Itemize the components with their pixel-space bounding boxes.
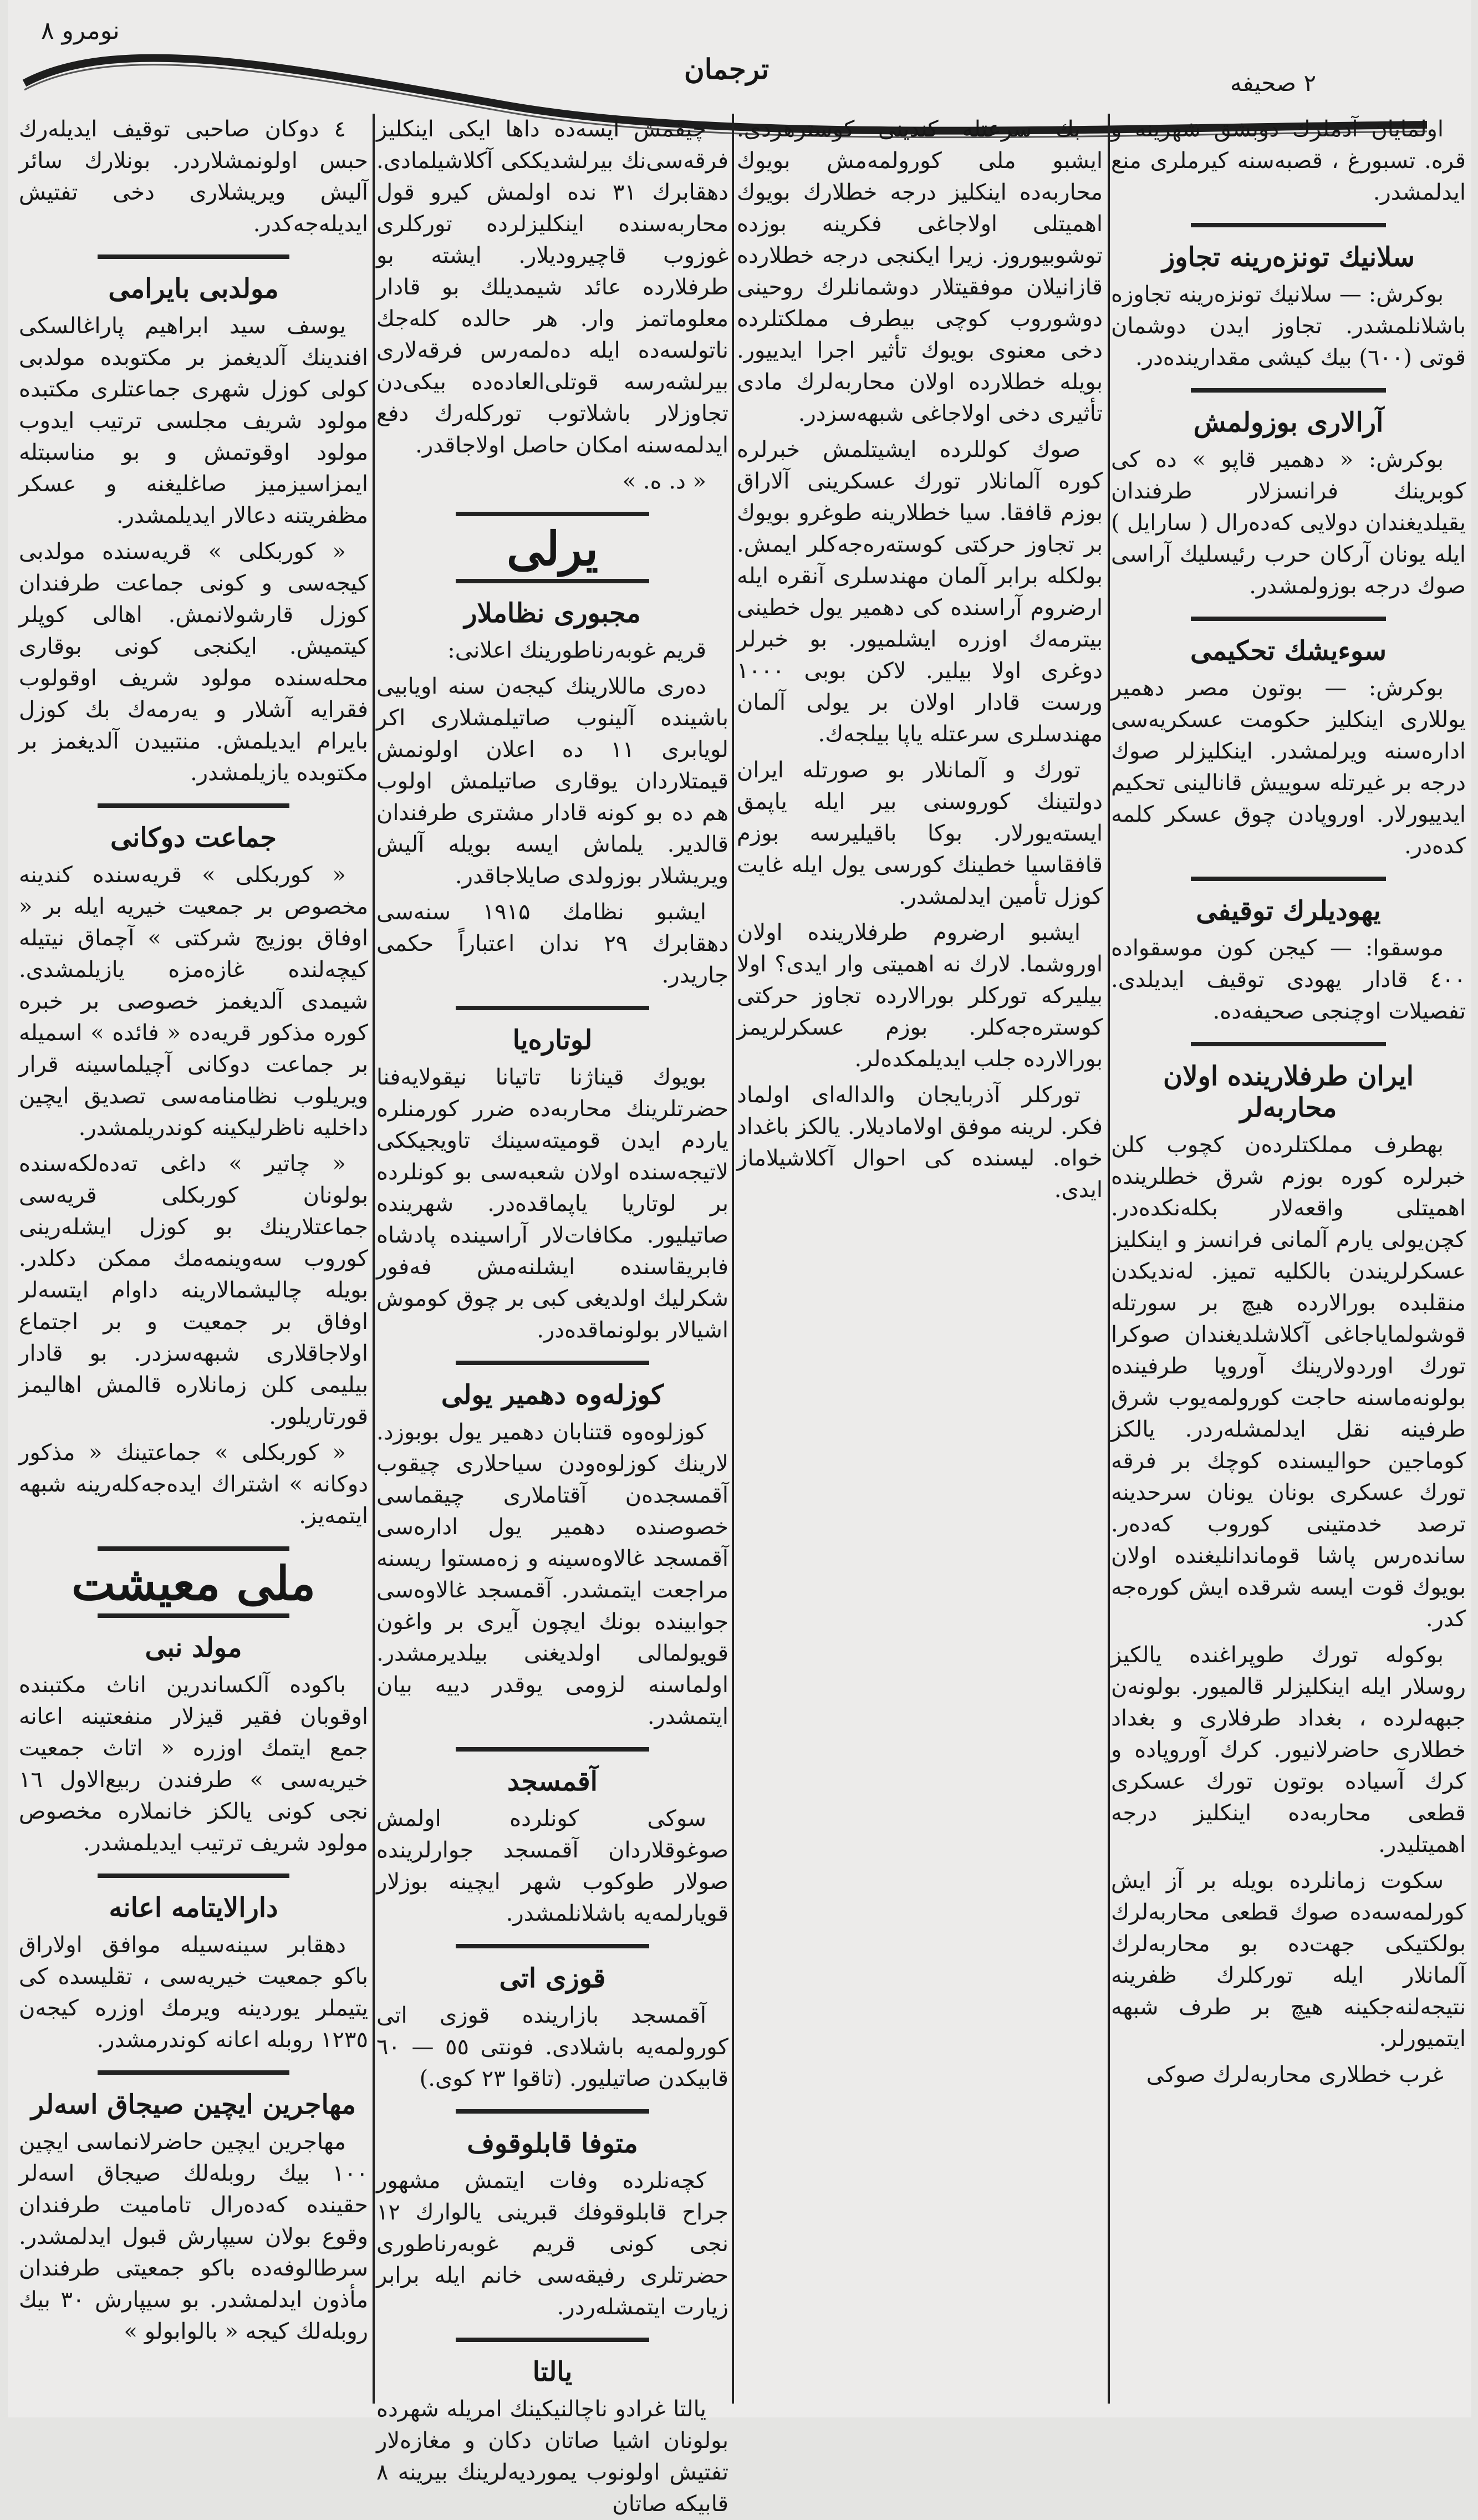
article bbox=[1111, 388, 1466, 602]
article-paragraph: چیقمش ایسه‌ده داها ایکی اینکلیز فرقه‌سی‌نك بیرلشدیککی آکلاشیلمادی. دهقابرك ۳۱ نده اولمش کیرو قول محاربه‌سنده اینکلیزلرده تورکلری غوزوب قاچیرودیلار. ایشته بو طرفلارده عائد شیمدیلك بو قادار معلوماتمز وار. هر حالده کله‌جك ناتولسه‌ده ایله ده‌لمه‌رس فرقه‌لاری بیرلشه‌رسه قوتلی‌العاده‌ده بیکی‌دن تجاوزلار باشلاتوب تورکله‌رك دفع ایدلمه‌سنه امکان حاصل اولاجاقدر. bbox=[376, 116, 728, 458]
section-separator bbox=[456, 579, 649, 583]
article-heading: آقمسجد bbox=[507, 1766, 598, 1797]
article bbox=[1111, 1042, 1466, 2091]
article-heading: آرالاری بوزولمش bbox=[1193, 407, 1384, 438]
article-paragraph: یوسف سید ابراهیم پاراغالسکی افندینك آلدیغمز بر مکتوبده مولدبی کولی کوزل شهری جماعتلری مکتبده مولود شریف مجلسی ترتیب ایدوب مولود اوقوتمش و بو مناسبتله‌ ایمزاسیزمیز صاغلیغنه و عسکر مظفریتنه دعالار ایدیلمشدر. bbox=[19, 313, 368, 528]
page-number: ۲ صحیفه bbox=[1230, 69, 1316, 96]
section-separator bbox=[98, 1546, 290, 1551]
article bbox=[1111, 877, 1466, 1027]
section-separator bbox=[98, 1874, 290, 1878]
article-paragraph: بهطرف مملکتلرده‌ن کچوب کلن خبرلره کوره بوزم شرق خطلرینده اهمیتلی واقعه‌لار بکله‌نکده‌در. کچن‌یولی یارم آلمانی فرانسز و اینکلیز عسکرلریندن بالکلیه تمیز. له‌ندیکدن منقلبده بورالارده هیچ بر سورتله قوشولمایاجاغی آکلاشلدیغندان صوکرا تورك اوردولارینك آوروپا طرفینده بولونه‌ماسنه حاجت کورولمه‌یوب شرق طرفینه نقل ایدلمشله‌ردر. یالکز کوماجین حوالیسنده کوچك بر فرقه تورك عسکری بونان یونان سرحدینه ترصد خدمتینی کوروب که‌ده‌ر. سانده‌رس پاشا قوماندانلیغنده اولان بویوك قوت ایسه شرقده ایش کوره‌جه کدر. bbox=[1111, 1132, 1466, 1632]
article bbox=[19, 1613, 368, 1859]
section-separator bbox=[1191, 1042, 1386, 1046]
article-paragraph: دهقابر سینه‌سیله موافق اولاراق باکو جمعیت خیریه‌سی ، تقلیسده کی یتیملر یوردینه ویرمك اوزره کیجه‌ن ١٢٣٥ روبله اعانه کوندرمشدر. bbox=[19, 1932, 368, 2053]
article-heading: کوزله‌وه دهمیر یولی bbox=[441, 1379, 664, 1411]
column-divider bbox=[732, 114, 734, 2404]
article-heading: سلانیك تونزه‌رینه تجاوز bbox=[1162, 242, 1415, 273]
article-paragraph: ایشبو ارضروم طرفلارینده اولان اوروشما. لارك نه اهمیتی وار ایدی؟ اولا بیلیرکه تورکلر بورالارده تجاوز حرکتی کوستره‌جه‌کلر. بوزم عسکرلریمز بورالارده جلب ایدیلمکده‌لر. bbox=[737, 920, 1103, 1072]
column-4 bbox=[19, 114, 368, 2404]
section-separator bbox=[456, 2338, 649, 2342]
article-paragraph: « د. ه. » bbox=[622, 469, 706, 494]
article bbox=[1111, 223, 1466, 374]
article bbox=[1111, 617, 1466, 862]
article-paragraph: بوکرش: — بوتون مصر دهمیر یوللاری اینکلیز حکومت عسکریه‌سی اداره‌سنه ویرلمشدر. اینکلیزلر صوك درجه بر غیرتله سوییش قانالینی تحکیم ایدییورلار. اوروپادن چوق عسکر کلمه کده‌در. bbox=[1111, 675, 1466, 859]
article-paragraph: قریم غوبه‌رناطورینك اعلانی: bbox=[447, 638, 706, 663]
article-paragraph: بوکرش: — سلانیك تونزه‌رینه تجاوزه باشلانلمشدر. تجاوز ایدن دوشمان قوتی (٦٠٠) بیك کیشی مقدارینده‌در. bbox=[1111, 282, 1466, 370]
article-heading: یالتا bbox=[532, 2356, 573, 2387]
column-2 bbox=[737, 114, 1103, 2404]
section-separator bbox=[1191, 388, 1386, 393]
article-paragraph: کوزلوه‌وه قتنابان دهمیر یول بوبوزد. لارینك کوزلوه‌ودن سیاحلاری چیقوب آقمسجده‌ن آقتاملاری چیقماسی خصوصنده دهمیر یول اداره‌سی آقمسجد غالاوه‌سینه و زه‌مستوا ریسنه مراجعت ایتمشدر. آقمسجد غالاوه‌سی جوابینده بونك ایچون آیری بر واغون قویولمالی اولدیغنی بیلدیرمشدر. اولماسنه لزومی یوقدر دییه بیان ایتمشدر. bbox=[376, 1419, 728, 1729]
column-divider bbox=[373, 114, 375, 2404]
article-paragraph: موسقوا: — کیجن کون موسقواده ٤٠٠ قادار یهودی توقیف ایدیلدی. تفصیلات اوچنجی صحیفه‌ده. bbox=[1111, 935, 1466, 1024]
section-separator bbox=[456, 512, 649, 516]
article bbox=[376, 2338, 728, 2520]
article-heading: مجبوری نظاملار bbox=[464, 598, 641, 629]
masthead bbox=[8, 0, 1471, 111]
section-separator bbox=[456, 1747, 649, 1752]
section-separator bbox=[456, 1944, 649, 1948]
article-paragraph: بك سرعتله کندینی کوسترهردی. ایشبو ملی کورولمه‌مش بویوك محاربه‌ده اینکلیز درجه خطلارك بویوك اهمیتلی اولاجاغی فکرینه بوزده توشوبیوروز. زیرا ایکنجی درجه خطلارده قازانیلان موفقیتلار دوشمانلرك روحینی دوشوروب کوچی بیطرف مملکتلرده دخی معنوی بویوك تأثیر اجرا ایدییور. بویله خطلارده اولان محاربه‌لرك مادی تأثیری دخی اولاجاغی شبهه‌سزدر. bbox=[737, 116, 1103, 426]
article-paragraph: اولمایان آدملرك دوبشق شهرینه و قره. تسبورغ ، قصبه‌سنه کیرملری منع ایدلمشدر. bbox=[1111, 116, 1466, 205]
column-divider bbox=[1108, 114, 1110, 2404]
newspaper-page bbox=[8, 0, 1471, 2517]
article-paragraph: سوکی کونلرده اولمش صوغوقلاردان آقمسجد جوارلرینده صولار طوکوب شهر ایچینه بوزلار قویارلمه‌یه باشلانلمشدر. bbox=[376, 1806, 728, 1926]
article-paragraph: ایشبو نظامك ۱۹۱۵ سنه‌سی دهقابرك ۲۹ ندان اعتباراً حکمی جاریدر. bbox=[376, 899, 729, 988]
article-heading: دارالایتامه اعانه bbox=[109, 1892, 278, 1923]
article bbox=[19, 254, 368, 789]
article-paragraph: ٤ دوکان صاحبی توقیف ایدیله‌رك حبس اولونمشلاردر. بونلارك سائر آلیش ویریشلاری دخی تفتیش ایدیله‌جه‌کدر. bbox=[19, 116, 368, 237]
article-paragraph: بوکوله تورك طوپراغنده یالکیز روسلار ایله اینکلیزلر قالمیور. بولونه‌ن جبهه‌لرده ، بغداد طرفلاری و بغداد خطلاری حاضرلانیور. کرك آوروپاده و کرك آسیاده بوتون تورك عسکری قطعی محاربه‌ده اینکلیز درجه اهمیتلیدر. bbox=[1111, 1642, 1466, 1857]
article-paragraph: « چاتیر » داغی ته‌ده‌لکه‌سنده بولونان کوربکلی قریه‌سی جماعتلارینك بو کوزل ایشله‌رینی کوروب سه‌وینمه‌مك ممکن دکلدر. بویله چالیشمالارینه داوام ایتسه‌لر اوفاق بر جمعیت و بر اجتماع اولاجاقلاری شبهه‌سزدر. بو قادار بیلیمی کلن زمانلاره قالمش اهالیمز قورتاریلور. bbox=[19, 1151, 368, 1429]
article bbox=[19, 2070, 368, 2348]
article bbox=[376, 512, 728, 576]
section-separator bbox=[1191, 617, 1386, 621]
article-paragraph: غرب خطلاری محاربه‌لرك صوکی bbox=[1146, 2062, 1444, 2088]
article bbox=[376, 114, 728, 497]
article-paragraph: « کوربکلی » قریه‌سنده کندینه مخصوص بر جمعیت خیریه ایله بر « اوفاق بوزیج شرکتی » آچماق نیتیله کیچه‌لنده غازه‌مزه یازیلمشدی. شیمدی آلدیغمز خصوصی بر خبره کوره مذکور قریه‌ده « فائده » اسمیله بر جماعت دوکانی آچیلماسینه قرار ویریلوب نظامنامه‌سی تصدیق ایچین داخلیه ناظرلیکینه کوندریلمشدر. bbox=[19, 862, 368, 1141]
column-3 bbox=[376, 114, 729, 2517]
article-paragraph: ده‌ری ماللارینك کیجه‌ن سنه اویابیی باشینده آلینوب صاتیلمشلاری اکر لویابری ۱۱ ده اعلان اولونمش قیمتلاردان یوقاری صاتیلمش اولوب هم ده بو کونه قادار مشتری طرفندان قالدیر. یلماش ایسه بویله آلیش ویریشلار بوزولدی صایلاجاقدر. bbox=[376, 674, 728, 889]
article-heading: متوفا قابلوقوف bbox=[467, 2128, 638, 2159]
article-paragraph: بویوك قیناژنا تاتیانا نیقولایه‌فنا حضرتلرینك محاربه‌ده ضرر کورمنلره یاردم ایدن قومیته‌سینك تاویجیککی لاتیجه‌سنده اولان شعبه‌سی بو کونلرده بر لوتاریا یاپماقده‌در. شهرینده صاتیلیور. مکافات‌لار آراسینده پادشاه فابریقاسنده ایشلنه‌مش فه‌فور شکرلیك اولدیغی کبی بر چوق کوموش اشیالار بولونماقده‌در. bbox=[376, 1065, 728, 1343]
section-separator bbox=[98, 2070, 290, 2075]
article-paragraph: تورك و آلمانلار بو صورتله ایران دولتینك کوروسنی بیر ایله یاپمق ایسته‌یورلار. بوکا باقیلیرسه بوزم قافقاسیا خطینك کورسی یول ایله غایت کوزل تأمین ایدلمشدر. bbox=[737, 757, 1103, 909]
article bbox=[376, 1006, 728, 1346]
article-heading: یهودیلرك توقیفی bbox=[1196, 895, 1381, 926]
section-separator bbox=[456, 2109, 649, 2114]
article bbox=[19, 1874, 368, 2056]
issue-number: نومرو ٨ bbox=[41, 17, 120, 45]
article bbox=[19, 1546, 368, 1611]
article bbox=[376, 1747, 728, 1930]
section-separator bbox=[98, 803, 290, 808]
article bbox=[376, 579, 728, 991]
article bbox=[19, 114, 368, 240]
article bbox=[376, 1944, 728, 2095]
article-paragraph: یالتا غرادو ناچالنیکینك امریله شهرده بولونان اشیا صاتان دکان و مغازه‌لار تفتیش اولونوب یموردیه‌لرینك بیرینه ٨ قابیکه صاتان bbox=[376, 2396, 728, 2517]
article-heading: لوتاره‌یا bbox=[512, 1025, 593, 1056]
section-title: یرلی bbox=[506, 521, 599, 576]
column-1 bbox=[1111, 114, 1466, 2404]
article bbox=[19, 803, 368, 1532]
article bbox=[737, 114, 1103, 1206]
article-heading: قوزی اتی bbox=[499, 1963, 606, 1994]
article-heading: مولد نبی bbox=[145, 1632, 242, 1663]
section-separator bbox=[456, 1361, 649, 1365]
article-paragraph: « کوربکلی » قریه‌سنده مولدبی کیجه‌سی و کونی جماعت طرفندان کوزل قارشولانمش. اهالی کوپلر کیتمیش. ایکنجی کونی بوقاری محله‌سنده مولود شریف اوقولوب فقرایه آشلار و یه‌رمه‌ك بك کوزل بایرام ایدیلمش. منتبیدن آلدیغمز بر مکتوبده یازیلمشدر. bbox=[19, 539, 368, 786]
section-separator bbox=[1191, 877, 1386, 881]
article bbox=[376, 2109, 728, 2323]
article-heading: جماعت دوکانی bbox=[110, 822, 277, 853]
article-paragraph: مهاجرین ایچین حاضرلانماسی ایچین ١٠٠ بیك روبله‌لك صیجاق اسه‌لر حقینده که‌ده‌رال تامامیت طرفندان وقوع بولان سیپارش قبول ایدلمشدر. سرطالوفه‌ده باکو جمعیتی طرفندان مأذون ایدلمشدر. بو سیپارش ٣٠ بیك روبله‌لك کیجه « بالوابولو » bbox=[19, 2129, 368, 2344]
newspaper-title: ترجمان bbox=[684, 53, 769, 85]
article-paragraph: صوك کوللرده ایشیتلمش خبرلره کوره آلمانلار تورك عسکرینی آلاراق بوزم قافقا. سیا خطلارینه طوغرو بویوك بر تجاوز حرکتی کوسته‌ره‌جه‌کلر ایمش. بولکله برابر آلمان مهندسلری آنقره ایله ارضروم آراسنده کی دهمیر یول خطینی بیترمه‌ك اوزره ایشلمیور. بو خبرلر دوغری اولا بیلیر. لاکن بوبی ١٠٠٠ ورست قادار اولان بر یولی آلمان مهندسلری سرعتله یاپا بیلجه‌ك. bbox=[737, 437, 1103, 747]
article-paragraph: سکوت زمانلرده بویله بر آز ایش کورلمه‌سه‌ده صوك قطعی محاربه‌لرك بولکتیکی جهت‌ده بو محاربه‌لرك آلمانلار ایله تورکلرك ظفرینه نتیجه‌لنه‌جکینه هیچ بر طرف شبهه ایتمیورلر. bbox=[1111, 1868, 1466, 2051]
section-separator bbox=[456, 1006, 649, 1010]
article bbox=[376, 1361, 728, 1733]
masthead-rule bbox=[8, 44, 1471, 116]
article-paragraph: « کوربکلی » جماعتینك « مذکور دوکانه » اشتراك ایده‌جه‌كله‌رینه شبهه ایتمه‌یز. bbox=[19, 1440, 368, 1529]
section-separator bbox=[1191, 223, 1386, 227]
article bbox=[1111, 114, 1466, 208]
article-heading: ایران طرفلارینده اولان محاربه‌لر bbox=[1163, 1061, 1414, 1123]
section-separator bbox=[98, 1613, 290, 1618]
article-heading: سوءیشك تحکیمی bbox=[1190, 635, 1387, 666]
article-paragraph: کچه‌نلرده وفات ایتمش مشهور جراح قابلوقوفك قبرینی یالوارك ۱۲ نجی کونی قریم غوبه‌رناطوری حضرتلری رفیقه‌سی خانم ایله برابر زیارت ایتمشله‌ردر. bbox=[376, 2168, 728, 2320]
section-separator bbox=[98, 254, 290, 259]
article-heading: مهاجرین ایچین صیجاق اسه‌لر bbox=[31, 2089, 356, 2120]
article-paragraph: بوکرش: « دهمیر قاپو » ده کی کوبرینك فرانسزلار طرفندان یقیلدیغندان دولایی که‌ده‌رال ( سارایل ) ایله یونان آرکان حرب رئیسلیك آراسی صوك درجه بوزولمشدر. bbox=[1111, 447, 1466, 599]
section-title: ملی معیشت bbox=[71, 1556, 316, 1611]
article-paragraph: باکوده آلکساندرین اناث مکتبنده اوقوبان فقیر قیزلار منفعتینه اعانه جمع ایتمك اوزره « اتاث جمعیت خیریه‌سی » طرفندن ربیع‌الاول ١٦ نجی کونی یالکز خانملاره مخصوص مولود شریف ترتیب ایدیلمشدر. bbox=[19, 1672, 368, 1856]
article-heading: مولدبی بایرامی bbox=[108, 273, 279, 304]
article-paragraph: تورکلر آذربایجان والداله‌ای اولماد فکر. لرینه موفق اولامادیلار. یالکز باغداد خواه. لیسنده کی احوال آکلاشیلاماز ایدی. bbox=[737, 1082, 1103, 1203]
article-paragraph: آقمسجد بازارینده قوزی اتی کورولمه‌یه باشلادی. فونتی ٥٥ — ٦٠ قابیکدن صاتیلیور. (تاقوا ۲۳ کوی.) bbox=[376, 2003, 729, 2091]
